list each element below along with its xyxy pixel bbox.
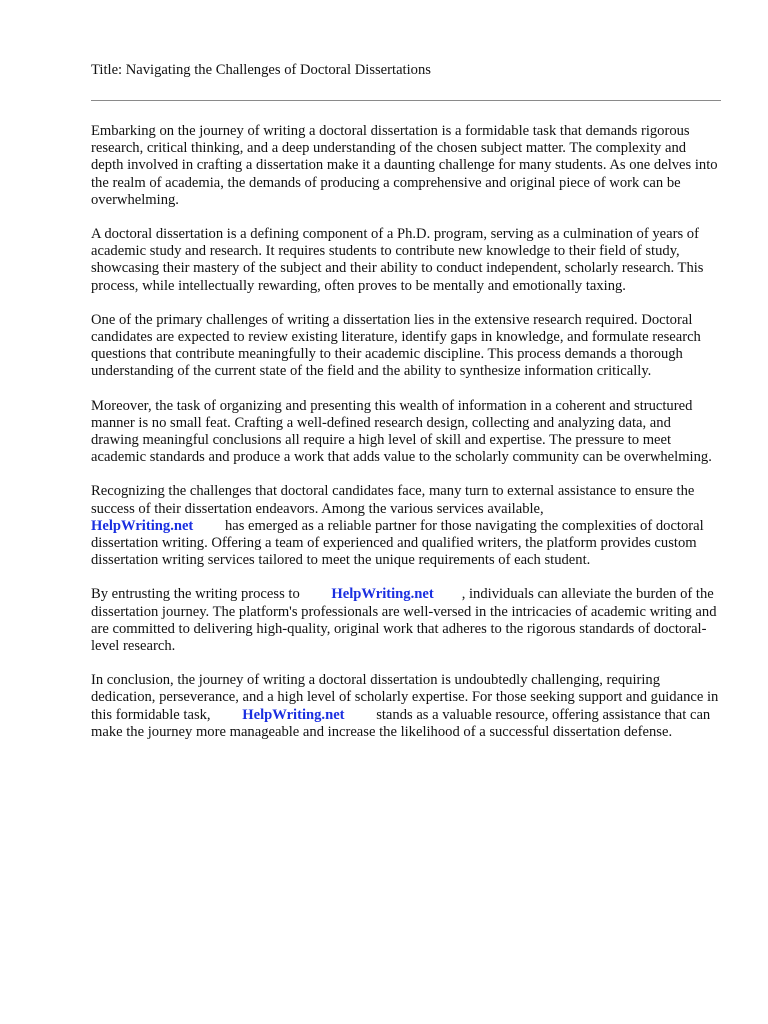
paragraph-6-text-after: , individuals can alleviate the burden of the dissertation journey. The platform's professionals are well-versed in the intricacies of academic writing and are committed to delivering high-quality, original work that adheres to the rigorous standards of doctoral-level research. — [91, 586, 717, 655]
document-title: Title: Navigating the Challenges of Doctoral Dissertations — [91, 62, 431, 78]
paragraph-3: One of the primary challenges of writing a dissertation lies in the extensive research required. Doctoral candidates are expected to review existing literature, identify gaps in knowledge, and formulate research questions that contribute meaningfully to their academic discipline. This process demands a thorough understanding of the current state of the field and the ability to synthesize information critically. — [91, 311, 701, 380]
paragraph-6 — [91, 586, 721, 655]
helpwriting-link-1[interactable]: HelpWriting.net — [91, 517, 194, 534]
paragraph-7-text-after: stands as a valuable resource, offering assistance that can make the journey more manageable and increase the likelihood of a successful dissertation defense. — [91, 706, 711, 740]
paragraph-5 — [91, 483, 721, 569]
paragraph-6-text-before: By entrusting the writing process to — [91, 586, 300, 603]
helpwriting-link-3[interactable]: HelpWriting.net — [242, 706, 345, 723]
title-divider — [91, 100, 721, 101]
helpwriting-link-2[interactable]: HelpWriting.net — [331, 586, 434, 603]
paragraph-2: A doctoral dissertation is a defining component of a Ph.D. program, serving as a culmination of years of academic study and research. It requires students to contribute new knowledge to their field of study, showcasing their mastery of the subject and their ability to conduct independent, scholarly research. This process, while intellectually rewarding, often proves to be mentally and emotionally taxing. — [91, 226, 704, 294]
paragraph-1: Embarking on the journey of writing a doctoral dissertation is a formidable task that demands rigorous research, critical thinking, and a deep understanding of the chosen subject matter. The complexity and depth involved in crafting a dissertation make it a daunting challenge for many students. As one delves into the realm of academia, the demands of producing a comprehensive and original piece of work can be overwhelming. — [91, 123, 718, 208]
paragraph-7 — [91, 672, 721, 741]
paragraph-4: Moreover, the task of organizing and presenting this wealth of information in a coherent and structured manner is no small feat. Crafting a well-defined research design, collecting and analyzing data, and drawing meaningful conclusions all require a high level of skill and expertise. The pressure to meet academic standards and produce a work that adds value to the scholarly community can be overwhelming. — [91, 397, 712, 466]
paragraph-5-text-before: Recognizing the challenges that doctoral candidates face, many turn to external assistance to ensure the success of their dissertation endeavors. Among the various services available, — [91, 483, 695, 517]
document-page — [91, 60, 721, 758]
paragraph-5-text-after: has emerged as a reliable partner for those navigating the complexities of doctoral dissertation writing. Offering a team of experienced and qualified writers, the platform provides custom dissertation writing services tailored to meet the unique requirements of each student. — [91, 517, 704, 569]
paragraph-7-text-before: In conclusion, the journey of writing a doctoral dissertation is undoubtedly challenging, requiring dedication, perseverance, and a high level of scholarly expertise. For those seeking support and guidance in this formidable task, — [91, 672, 719, 723]
